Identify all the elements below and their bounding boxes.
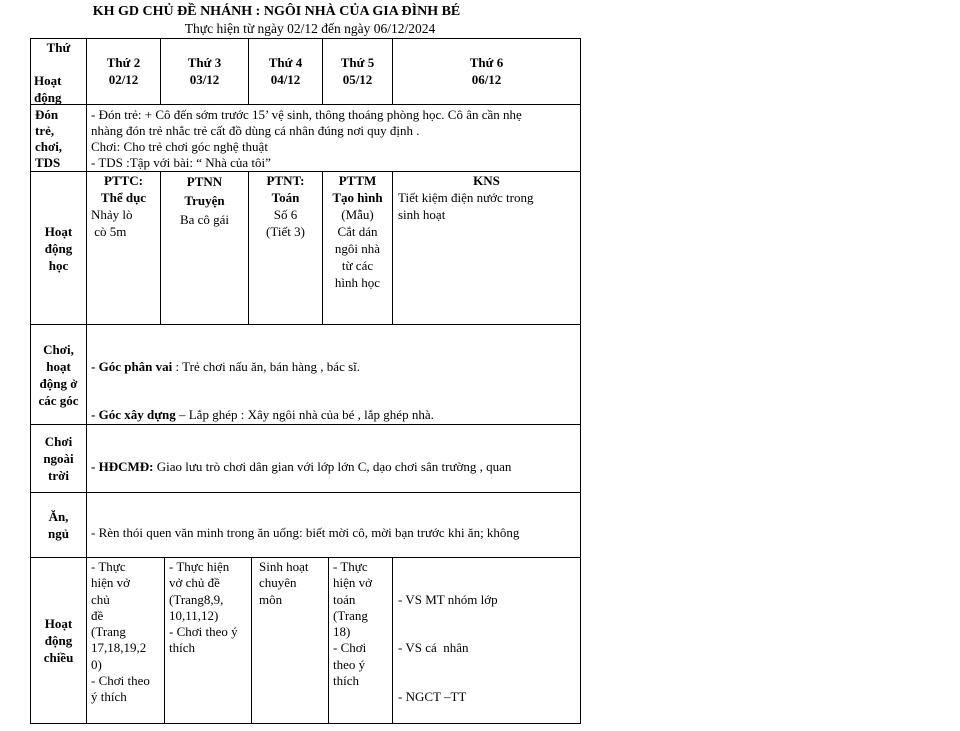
day-date: 05/12 — [342, 71, 373, 87]
content-line: - Rèn thói quen văn minh trong ăn uống: biết mời cô, mời bạn trước khi ăn; không — [91, 525, 520, 541]
label-line: Đón — [35, 107, 59, 122]
content-line: - Chơi — [333, 640, 367, 656]
content-line: (Trang — [91, 624, 126, 640]
lesson-line: sinh hoạt — [398, 207, 446, 222]
label-line: Ăn, — [48, 509, 69, 524]
day-date: 04/12 — [270, 71, 301, 87]
content-line: - VS MT nhóm lớp — [398, 591, 498, 607]
content-line: (Trang — [333, 607, 368, 623]
page-subtitle: Thực hiện từ ngày 02/12 đến ngày 06/12/2024 — [184, 21, 436, 36]
day-header-thu — [322, 38, 393, 105]
chieu-thu — [328, 557, 393, 724]
an-ngu-content — [86, 492, 581, 558]
lesson-line: Tiết kiệm điện nước trong — [398, 190, 534, 205]
lesson-wed — [248, 171, 323, 325]
content-line: chuyên — [259, 575, 297, 591]
lesson-code: KNS — [473, 173, 500, 188]
corner-name: - Góc xây dựng — [91, 407, 176, 423]
corner-header-cell — [30, 38, 87, 105]
label-line: ngủ — [48, 526, 69, 541]
day-date: 02/12 — [108, 71, 139, 87]
lesson-subject: Tạo hình — [332, 190, 383, 205]
content-line: 17,18,19,2 — [91, 640, 147, 656]
choi-goc-content — [86, 324, 581, 425]
lesson-subject: Thể dục — [100, 190, 147, 205]
label-line: chiều — [43, 650, 74, 665]
label-line: động — [44, 240, 73, 256]
lesson-line: từ các — [341, 258, 374, 273]
lesson-subject: Toán — [271, 190, 300, 205]
hdcmd-label: - HĐCMĐ: — [91, 458, 154, 474]
content-line: ý thích — [91, 689, 127, 705]
content-line: - Chơi theo — [91, 673, 150, 689]
label-line: động ở — [39, 375, 78, 391]
chieu-wed — [251, 557, 329, 724]
content-line: 10,11,12) — [169, 607, 219, 623]
don-tre-content — [86, 104, 581, 172]
content-line: nhàng đón trẻ nhắc trẻ cất đồ dùng cá nhân đúng nơi quy định . — [91, 123, 420, 138]
corner-day-label: Thứ — [46, 40, 71, 55]
lesson-code: PTNT: — [266, 173, 305, 188]
lesson-code: PTTM — [338, 173, 377, 188]
lesson-line: ngôi nhà — [334, 241, 381, 256]
content-line: - TDS :Tập với bài: “ Nhà của tôi” — [91, 155, 271, 170]
lesson-line: cò 5m — [91, 224, 127, 239]
content-line: hiện vở — [333, 575, 373, 591]
content-line: hiện vở — [91, 575, 131, 591]
lesson-code: PTNN — [186, 174, 223, 189]
content-line: - Đón trẻ: + Cô đến sớm trước 15’ vệ sinh, thông thoáng phòng học. Cô ân cần nhẹ — [91, 107, 522, 122]
lesson-subject: Truyện — [184, 193, 225, 208]
row-label-hoat-dong-hoc — [30, 171, 87, 325]
content-line: vở chủ đề — [169, 575, 220, 591]
content-line: Chơi: Cho trẻ chơi góc nghệ thuật — [91, 139, 268, 154]
day-name: Thứ 6 — [469, 55, 504, 70]
ngoai-troi-content — [86, 424, 581, 493]
content-line: theo ý — [333, 656, 366, 672]
label-line: các góc — [38, 392, 79, 408]
lesson-thu — [322, 171, 393, 325]
content-line: 0) — [91, 656, 102, 672]
day-header-wed — [248, 38, 323, 105]
content-line: - VS cá nhân — [398, 640, 469, 656]
day-name: Thứ 2 — [106, 55, 141, 70]
lesson-line: (Tiết 3) — [266, 224, 305, 239]
content-line: môn — [259, 591, 283, 607]
hdcmd-text: Giao lưu trò chơi dân gian với lớp lớn C, dạo chơi sân trường , quan — [153, 458, 512, 474]
row-label-an-ngu — [30, 492, 87, 558]
corner-activity-label-1: Hoạt — [34, 73, 62, 88]
row-label-ngoai-troi — [30, 424, 87, 493]
chieu-tue — [164, 557, 252, 724]
corner-desc: : Trẻ chơi nấu ăn, bán hàng , bác sĩ. — [172, 358, 361, 374]
row-label-choi-goc — [30, 324, 87, 425]
content-line: thích — [169, 640, 195, 656]
label-line: học — [48, 257, 69, 273]
day-header-tue — [160, 38, 249, 105]
lesson-tue — [160, 171, 249, 325]
label-line: ngoài — [43, 451, 74, 466]
label-line: Hoạt — [44, 616, 73, 631]
lesson-line: hình học — [334, 275, 381, 290]
day-name: Thứ 5 — [340, 55, 375, 70]
content-line: - NGCT –TT — [398, 689, 467, 705]
content-line: - Thực — [91, 559, 126, 574]
day-name: Thứ 4 — [268, 55, 303, 70]
lesson-line: (Mẫu) — [341, 207, 374, 222]
corner-desc: – Lắp ghép : Xây ngôi nhà của bé , lắp ghép nhà. — [175, 407, 434, 423]
content-line: Sinh hoạt — [259, 559, 309, 574]
row-label-chieu — [30, 557, 87, 724]
lesson-fri — [392, 171, 581, 325]
label-line: hoạt — [46, 358, 71, 374]
day-date: 06/12 — [471, 71, 502, 87]
lesson-line: Ba cô gái — [179, 212, 230, 227]
day-header-fri — [392, 38, 581, 105]
lesson-line: Số 6 — [273, 207, 298, 222]
content-line — [91, 459, 576, 475]
day-name: Thứ 3 — [187, 55, 222, 70]
page-title: KH GD CHỦ ĐỀ NHÁNH : NGÔI NHÀ CỦA GIA ĐÌNH BÉ — [92, 4, 461, 19]
content-line: - Chơi theo ý — [169, 624, 238, 640]
lesson-line: Nhảy lò — [91, 207, 133, 222]
label-line: trời — [48, 468, 69, 483]
lesson-code: PTTC: — [104, 173, 143, 188]
label-line: Chơi — [44, 434, 73, 449]
day-date: 03/12 — [189, 71, 220, 87]
content-line: - Thực hiện — [169, 559, 230, 574]
corner-activity-label-2: động — [34, 90, 62, 105]
label-line: Chơi, — [43, 341, 74, 357]
corner-item — [91, 407, 576, 423]
chieu-fri — [392, 557, 581, 724]
content-line: thích — [333, 673, 359, 689]
label-line: TDS — [35, 155, 61, 170]
content-line: - Thực — [333, 559, 368, 574]
label-line: động — [44, 633, 73, 648]
content-line: (Trang8,9, — [169, 591, 224, 607]
corner-name: - Góc phân vai — [91, 358, 173, 374]
corner-item — [91, 359, 576, 375]
content-line: đề — [91, 607, 104, 623]
label-line: trẻ, — [35, 123, 55, 138]
content-line: 18) — [333, 624, 351, 640]
label-line: chơi, — [35, 139, 63, 154]
lesson-mon — [86, 171, 161, 325]
day-header-mon — [86, 38, 161, 105]
lesson-line: Cắt dán — [337, 224, 378, 239]
content-line: chủ — [91, 591, 110, 607]
content-line: toán — [333, 591, 356, 607]
chieu-mon — [86, 557, 165, 724]
label-line: Hoạt — [44, 223, 73, 239]
row-label-don-tre — [30, 104, 87, 172]
